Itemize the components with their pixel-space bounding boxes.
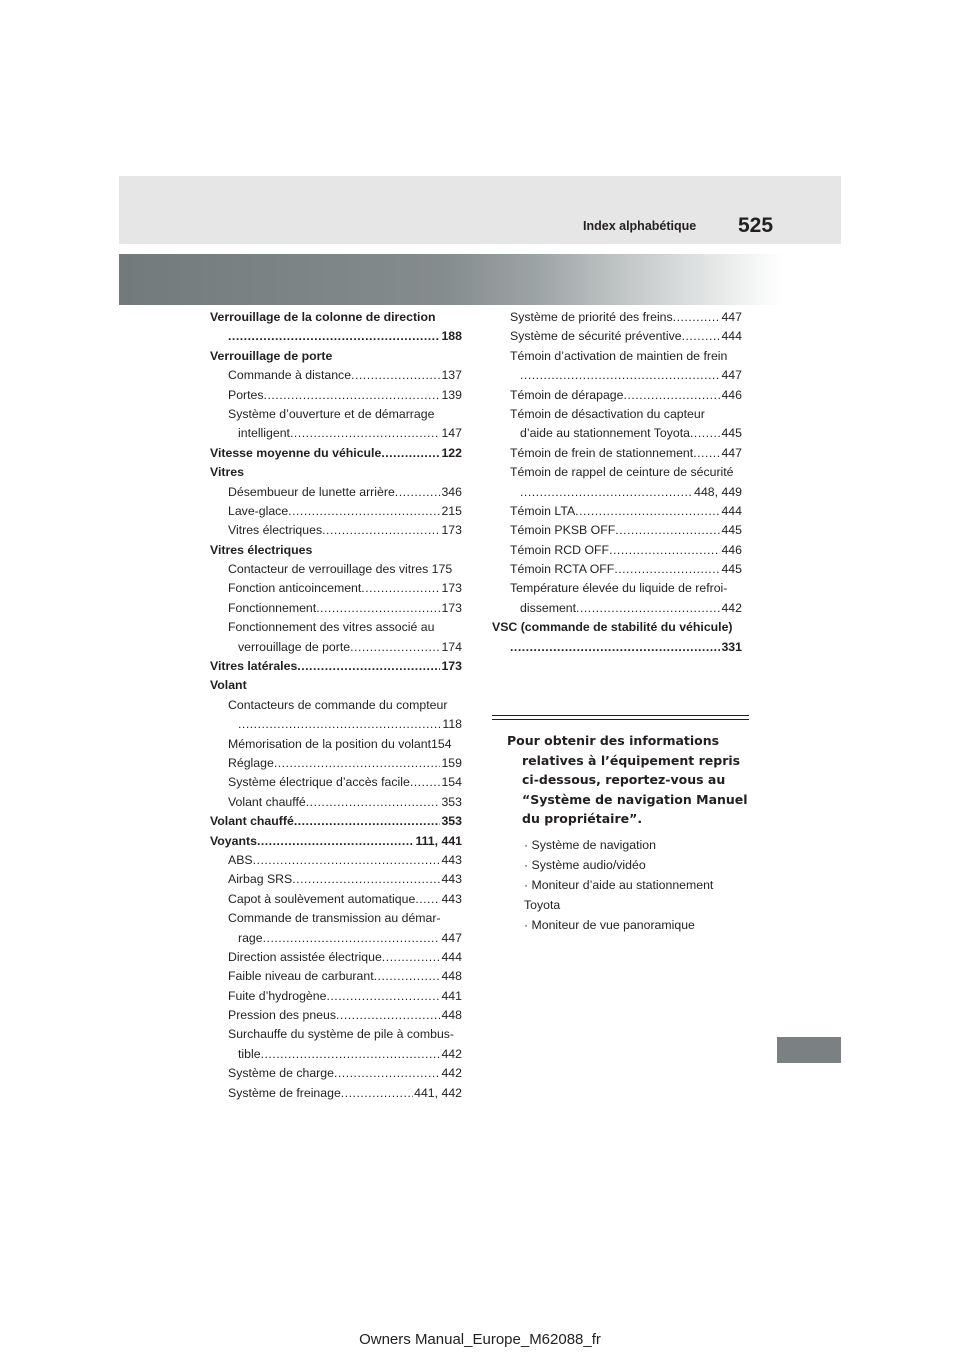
index-entry-label: Fuite d’hydrogène bbox=[228, 988, 327, 1003]
index-entry-page: 118 bbox=[442, 717, 462, 732]
index-entry-page: 137 bbox=[441, 368, 462, 383]
index-entry: Contacteur de verrouillage des vitres 175 bbox=[228, 562, 453, 577]
dot-leader bbox=[341, 1084, 413, 1103]
index-entry: Vitres électriques bbox=[210, 542, 313, 557]
index-entry-page: 215 bbox=[441, 503, 462, 518]
index-entry bbox=[210, 599, 462, 618]
dot-leader bbox=[614, 560, 720, 579]
dot-leader bbox=[520, 483, 693, 502]
dot-leader bbox=[693, 444, 720, 463]
index-entry-label: intelligent bbox=[238, 426, 290, 441]
dot-leader bbox=[361, 579, 440, 598]
info-title-line: Pour obtenir des informations bbox=[507, 733, 720, 748]
index-entry-page: 445 bbox=[721, 562, 742, 577]
index-entry-page: 173 bbox=[441, 659, 462, 674]
dot-leader bbox=[326, 987, 440, 1006]
index-entry-label: Système de charge bbox=[228, 1066, 334, 1081]
index-entry: Système d’ouverture et de démarrage bbox=[228, 406, 435, 421]
index-entry: Volant bbox=[210, 678, 247, 693]
info-title-line: ci-dessous, reportez-vous au bbox=[522, 772, 726, 787]
dot-leader bbox=[253, 851, 441, 870]
index-entry-page: 448, 449 bbox=[694, 484, 742, 499]
index-entry-label: Vitres électriques bbox=[228, 523, 323, 538]
index-entry bbox=[210, 832, 462, 851]
index-entry bbox=[210, 851, 462, 870]
index-entry bbox=[210, 793, 462, 812]
dot-leader bbox=[228, 327, 440, 346]
dot-leader bbox=[682, 327, 721, 346]
index-entry bbox=[210, 948, 462, 967]
dot-leader bbox=[290, 424, 441, 443]
index-entry-page: 447 bbox=[721, 310, 742, 324]
index-entry-page: 448 bbox=[441, 1008, 462, 1023]
index-entry-label: Fonction anticoincement bbox=[228, 581, 362, 596]
index-entry-page: 447 bbox=[441, 930, 462, 945]
index-entry: Verrouillage de porte bbox=[210, 348, 333, 363]
index-entry bbox=[492, 638, 742, 657]
index-entry-page: 447 bbox=[721, 368, 742, 383]
index-entry-page: 346 bbox=[441, 484, 462, 499]
index-entry bbox=[492, 308, 742, 327]
index-entry-label: Lave-glace bbox=[228, 503, 289, 518]
index-entry-page: 174 bbox=[441, 639, 462, 654]
index-entry-label: Fonctionnement bbox=[228, 600, 317, 615]
index-entry bbox=[210, 366, 462, 385]
dot-leader bbox=[306, 793, 441, 812]
index-entry-label: Voyants bbox=[210, 833, 257, 848]
index-entry-page: 446 bbox=[721, 387, 742, 402]
dot-leader bbox=[334, 1064, 441, 1083]
footer-document-name: Owners Manual_Europe_M62088_fr bbox=[359, 1331, 601, 1348]
dot-leader bbox=[609, 541, 720, 560]
dot-leader bbox=[292, 870, 440, 889]
dot-leader bbox=[257, 832, 415, 851]
index-entry bbox=[492, 521, 742, 540]
index-entry-label: Volant chauffé bbox=[228, 794, 306, 809]
index-entry-label: rage bbox=[238, 930, 263, 945]
index-entry bbox=[210, 1006, 462, 1025]
info-list-item: · Moniteur d’aide au stationnement bbox=[524, 877, 714, 892]
index-entry: Contacteurs de commande du compteur bbox=[228, 697, 448, 712]
decorative-gradient-band bbox=[119, 254, 841, 305]
index-entry-label: Système de sécurité préventive bbox=[510, 329, 682, 344]
index-entry-page: 173 bbox=[441, 523, 462, 538]
page-number: 525 bbox=[738, 214, 774, 237]
index-entry bbox=[210, 502, 462, 521]
index-entry bbox=[492, 424, 742, 443]
index-entry-page: 443 bbox=[441, 872, 462, 887]
index-entry-label: Pression des pneus bbox=[228, 1008, 337, 1023]
index-entry-label: Témoin RCTA OFF bbox=[510, 562, 615, 577]
index-entry-page: 442 bbox=[441, 1046, 462, 1061]
dot-leader bbox=[623, 386, 720, 405]
index-entry bbox=[210, 386, 462, 405]
index-entry-page: 448 bbox=[441, 969, 462, 984]
index-entry-label: Vitesse moyenne du véhicule bbox=[210, 445, 382, 460]
index-entry bbox=[492, 560, 742, 579]
index-entry-page: 445 bbox=[721, 426, 742, 441]
dot-leader bbox=[576, 599, 720, 618]
index-entry-page: 443 bbox=[441, 891, 462, 906]
index-entry bbox=[492, 327, 742, 346]
index-entry bbox=[210, 967, 462, 986]
index-entry bbox=[210, 444, 462, 463]
index-entry bbox=[210, 987, 462, 1006]
info-title-line: relatives à l’équipement repris bbox=[522, 752, 741, 768]
index-entry-label: Vitres latérales bbox=[210, 659, 298, 674]
index-entry bbox=[210, 890, 462, 909]
index-entry-label: Système électrique d’accès facile bbox=[228, 775, 410, 790]
dot-leader bbox=[381, 444, 440, 463]
dot-leader bbox=[294, 812, 441, 831]
index-entry bbox=[210, 1084, 462, 1103]
index-entry-page: 331 bbox=[721, 639, 742, 654]
index-entry-page: 441, 442 bbox=[414, 1085, 462, 1100]
index-entry bbox=[210, 579, 462, 598]
index-entry bbox=[492, 502, 742, 521]
index-entry-page: 444 bbox=[721, 503, 742, 518]
index-entry-page: 188 bbox=[441, 329, 462, 344]
index-entry-page: 444 bbox=[441, 949, 462, 964]
dot-leader bbox=[575, 502, 720, 521]
index-entry-page: 159 bbox=[441, 755, 462, 770]
index-column-left bbox=[210, 308, 462, 1103]
index-entry bbox=[210, 812, 462, 831]
index-entry bbox=[492, 599, 742, 618]
index-entry bbox=[492, 366, 742, 385]
index-entry bbox=[210, 657, 462, 676]
index-entry: Témoin de rappel de ceinture de sécurité bbox=[510, 465, 734, 480]
index-entry-page: 446 bbox=[721, 542, 742, 557]
index-entry-label: Airbag SRS bbox=[228, 872, 293, 887]
index-entry bbox=[210, 1045, 462, 1064]
index-entry-page: 173 bbox=[441, 600, 462, 615]
index-entry: Fonctionnement des vitres associé au bbox=[228, 620, 435, 635]
index-entry-label: Témoin PKSB OFF bbox=[510, 523, 616, 538]
index-entry-label: Portes bbox=[228, 387, 264, 402]
info-box-list bbox=[507, 835, 757, 935]
info-box bbox=[507, 731, 757, 935]
info-list-item: · Système de navigation bbox=[524, 837, 656, 852]
index-entry-page: 154 bbox=[441, 775, 462, 790]
index-entry: Surchauffe du système de pile à combus- bbox=[228, 1027, 455, 1042]
index-entry-page: 444 bbox=[721, 329, 742, 344]
dot-leader bbox=[238, 715, 441, 734]
dot-leader bbox=[351, 366, 440, 385]
dot-leader bbox=[274, 754, 441, 773]
index-entry-page: 445 bbox=[721, 523, 742, 538]
dot-leader bbox=[261, 1045, 441, 1064]
dot-leader bbox=[615, 521, 720, 540]
index-entry bbox=[492, 541, 742, 560]
dot-leader bbox=[673, 308, 721, 327]
index-entry-page: 122 bbox=[441, 445, 462, 460]
index-entry-label: Direction assistée électrique bbox=[228, 949, 382, 964]
index-entry bbox=[210, 1064, 462, 1083]
info-list-item: Toyota bbox=[524, 897, 561, 912]
index-entry-label: Témoin de dérapage bbox=[510, 387, 624, 402]
index-entry-label: d’aide au stationnement Toyota bbox=[520, 426, 691, 441]
index-entry bbox=[492, 386, 742, 405]
index-entry-page: 353 bbox=[441, 814, 462, 829]
index-entry-page: 173 bbox=[441, 581, 462, 596]
dot-leader bbox=[520, 366, 720, 385]
index-entry bbox=[210, 638, 462, 657]
dot-leader bbox=[297, 657, 440, 676]
index-entry-label: Témoin LTA bbox=[510, 503, 576, 518]
index-entry-label: Faible niveau de carburant bbox=[228, 969, 374, 984]
index-entry-label: Témoin de frein de stationnement bbox=[510, 445, 694, 460]
index-entry-page: 147 bbox=[441, 426, 462, 441]
header-band bbox=[119, 176, 841, 244]
index-entry-page: 139 bbox=[441, 387, 462, 402]
dot-leader bbox=[316, 599, 440, 618]
dot-leader bbox=[350, 638, 440, 657]
index-entry bbox=[492, 483, 742, 502]
section-title: Index alphabétique bbox=[583, 219, 697, 233]
index-entry-label: Capot à soulèvement automatique bbox=[228, 891, 416, 906]
index-entry-label: Volant chauffé bbox=[210, 814, 294, 829]
dot-leader bbox=[510, 638, 720, 657]
index-entry: Témoin de désactivation du capteur bbox=[510, 406, 705, 421]
dot-leader bbox=[690, 424, 720, 443]
index-entry-label: Témoin RCD OFF bbox=[510, 542, 610, 557]
section-thumb-tab bbox=[777, 1037, 841, 1063]
index-entry-label: Commande à distance bbox=[228, 368, 352, 383]
dot-leader bbox=[288, 502, 440, 521]
index-entry-page: 441 bbox=[441, 988, 462, 1003]
dot-leader bbox=[415, 890, 440, 909]
index-entry-label: tible bbox=[238, 1046, 261, 1061]
index-entry bbox=[210, 929, 462, 948]
index-entry bbox=[210, 327, 462, 346]
index-entry-label: Réglage bbox=[228, 755, 274, 770]
index-entry-page: 443 bbox=[441, 852, 462, 867]
index-entry-label: Désembueur de lunette arrière bbox=[228, 484, 395, 499]
dot-leader bbox=[336, 1006, 440, 1025]
index-entry bbox=[210, 773, 462, 792]
info-box-top-rule-double bbox=[492, 719, 749, 720]
index-entry-label: Système de priorité des freins bbox=[510, 310, 673, 324]
dot-leader bbox=[263, 929, 441, 948]
index-entry-page: 353 bbox=[441, 794, 462, 809]
dot-leader bbox=[374, 967, 441, 986]
index-entry-page: 111, 441 bbox=[415, 833, 462, 848]
index-entry-label: Système de freinage bbox=[228, 1085, 341, 1100]
index-entry bbox=[210, 521, 462, 540]
dot-leader bbox=[322, 521, 440, 540]
index-entry: Vitres bbox=[210, 465, 244, 480]
index-entry-label: dissement bbox=[520, 600, 577, 615]
dot-leader bbox=[410, 773, 441, 792]
index-entry-label: ABS bbox=[228, 852, 253, 867]
index-entry-page: 442 bbox=[721, 600, 742, 615]
dot-leader bbox=[264, 386, 441, 405]
index-entry: Température élevée du liquide de refroi- bbox=[510, 581, 728, 596]
index-entry bbox=[210, 424, 462, 443]
index-entry: Mémorisation de la position du volant154 bbox=[228, 736, 452, 751]
info-box-top-rule bbox=[492, 715, 749, 716]
index-entry: Témoin d’activation de maintien de frein bbox=[510, 348, 728, 363]
index-entry-label: verrouillage de porte bbox=[238, 639, 351, 654]
index-entry-page: 442 bbox=[441, 1066, 462, 1081]
index-entry bbox=[210, 715, 462, 734]
info-title-line: “Système de navigation Manuel bbox=[522, 791, 748, 807]
index-entry bbox=[492, 444, 742, 463]
info-list-item: · Moniteur de vue panoramique bbox=[524, 917, 695, 932]
info-list-item: · Système audio/vidéo bbox=[524, 857, 646, 872]
index-entry: VSC (commande de stabilité du véhicule) bbox=[492, 620, 733, 635]
index-entry-page: 447 bbox=[721, 445, 742, 460]
info-box-title bbox=[507, 731, 757, 829]
index-entry bbox=[210, 754, 462, 773]
index-entry: Verrouillage de la colonne de direction bbox=[210, 310, 436, 324]
index-column-right bbox=[492, 308, 742, 657]
dot-leader bbox=[382, 948, 441, 967]
dot-leader bbox=[395, 483, 441, 502]
info-title-line: du propriétaire”. bbox=[522, 811, 643, 826]
index-entry bbox=[210, 870, 462, 889]
index-entry: Commande de transmission au démar- bbox=[228, 911, 441, 926]
index-entry bbox=[210, 483, 462, 502]
